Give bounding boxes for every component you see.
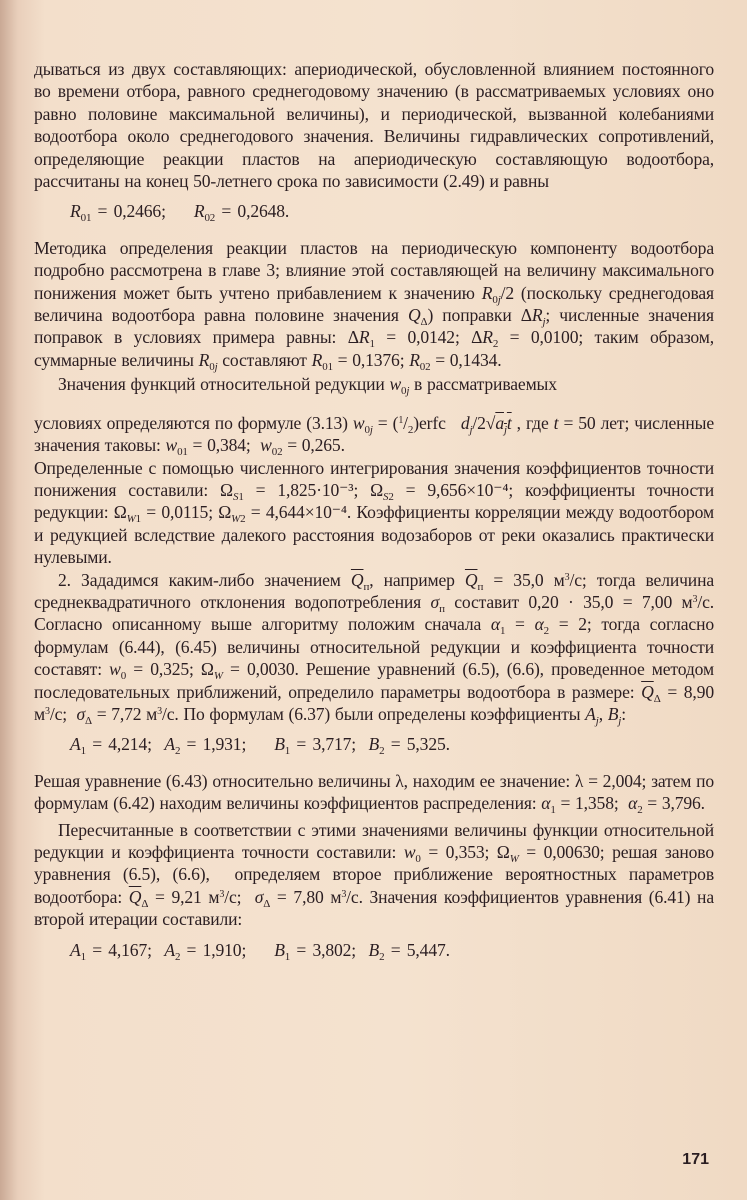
value-qp: 35,0 [513, 569, 544, 590]
value-b1-second: 3,802 [312, 939, 352, 960]
paragraph-lambda: Решая уравнение (6.43) относительно величины λ, находим ее значение: λ = 2,004; затем по формулам (6.42) находим величины коэффициентов распределения: $\alpha_1 = 1,358$; $\alpha_2 = 3,796$. [34, 770, 714, 817]
document-page [34, 58, 714, 975]
paragraph-recalculated: Пересчитанные в соответствии с этими значениями величины функции относительной редукции и коэффициента точности составили: $w_0 = 0,353$; $\Omega_W = 0,00630$; решая заново уравнения (6.5), (6.6), определяем второе приближение вероятностных параметров водоотбора: $\overline{Q}_\Delta = 9,21$ $м^3/с$; $\sigma_\Delta = 7,80$ $м^3/с$. Значения коэффициентов уравнения (6.41) на второй итерации составили: [34, 819, 714, 930]
value-lambda: 2,004 [602, 770, 642, 791]
value-w02: 0,265 [301, 435, 341, 456]
value-w0-second: 0,353 [445, 842, 485, 862]
ref-eq-3-13: (3.13) [306, 412, 348, 433]
value-t: 50 [578, 412, 596, 433]
value-qdelta-first: 8,90 [683, 681, 714, 702]
paragraph-reduction-functions: Значения функций относительной редукции $w_{0j}$ в рассматриваемых условиях определяются по формуле (3.13) $w_{0j}$ = $(^1/_2)erfc$ $d_j/2√a_jt$ , где t = 50 лет; численные значения таковы: $w_{01} = 0,384$; $w_{02} = 0,265$. [34, 374, 714, 459]
value-r01: 0,2466 [113, 201, 162, 222]
value-omega-w1: 0,0115 [161, 502, 209, 523]
value-r01-total: 0,1376 [352, 349, 400, 370]
value-a2-first: 1,931 [202, 734, 242, 755]
value-omega-w2: 4,644×10⁻⁴ [265, 502, 347, 523]
paragraph-step-2: 2. Зададимся каким-либо значением $\overline{Q}_п$, например $\overline{Q}_п = 35,0$ $м^3/с$; тогда величина среднеквадратичного отклонения водопотребления $\sigma_п$ составит 0,20 · 35,0 = 7,00 $м^3/с$. Согласно описанному выше алгоритму положим сначала $\alpha_1 = \alpha_2 = 2$; тогда согласно формулам (6.44), (6.45) величины относительной редукции и коэффициента точности составят: $w_0 = 0,325$; $\Omega_W = 0,0030$. Решение уравнений (6.5), (6.6), проведенное методом последовательных приближений, определило параметры водоотбора в размере: $\overline{Q}_\Delta = 8,90$ $м^3/с$; $\sigma_\Delta = 7,72$ $м^3/с$. По формулам (6.37) были определены коэффициенты $A_j$, $B_j$: [34, 569, 715, 727]
paragraph-intro: дываться из двух составляющих: апериодической, обусловленной влиянием постоянного во времени отбора, равного среднегодовому значению (в рассматриваемых условиях оно равно половине максимальной величины), и периодической, вызванной колебаниями водоотбора около среднегодового значения. Величины гидравлических сопротивлений, определяющие реакции пластов на апериодическую составляющую водоотбора, рассчитаны на конец 50-летнего срока по зависимости (2.49) и равны [34, 59, 714, 192]
ref-eq-2-49: (2.49) [443, 171, 485, 192]
value-alpha1: 1,358 [575, 793, 614, 814]
value-b1-first: 3,717 [312, 734, 352, 755]
value-a1-second: 4,167 [108, 939, 148, 960]
value-sigma-p-calc: 0,20 · 35,0 = 7,00 [528, 591, 673, 612]
equation-coefficients-second: $A_1 = 4,167$; $A_2 = 1,910$; $B_1 = 3,802$; $B_2 = 5,447$. [70, 939, 450, 963]
value-omega-w-second: 0,00630 [543, 842, 600, 862]
equation-coefficients-first: $A_1 = 4,214$; $A_2 = 1,931$; $B_1 = 3,717$; $B_2 = 5,325$. [70, 734, 450, 758]
value-dr2: 0,0100 [530, 327, 579, 348]
page-number: 171 [682, 1151, 709, 1168]
value-omega-s2: 9,656×10⁻⁴ [427, 479, 509, 500]
value-omega-s1: 1,825·10⁻³ [277, 479, 354, 500]
paragraph-accuracy-coefficients: Определенные с помощью численного интегрирования значения коэффициентов точности понижения составили: $\Omega_{S1} = 1,825\cdot 10^{-3}$; $\Omega_{S2} = 9,656\times 10^{-4}$; коэффициенты точности редукции: $\Omega_{W1} = 0,0115$; $\Omega_{W2} = 4,644\times 10^{-4}$. Коэффициенты корреляции между водоотбором и редукцией вследствие далекого расстояния водозаборов от реки оказались практически нулевыми. [34, 457, 714, 568]
value-qdelta-second: 9,21 [171, 886, 202, 907]
equation-r0-values: $R_{01} = 0,2466$; $R_{02} = 0,2648$. [70, 201, 290, 225]
value-sigmadelta-first: 7,72 [111, 703, 142, 724]
value-alpha-init: 2 [578, 614, 587, 635]
value-alpha2: 3,796 [661, 793, 701, 814]
value-b2-second: 5,447 [406, 939, 446, 960]
value-dr1: 0,0142 [407, 327, 455, 348]
ref-chapter: 3 [266, 260, 276, 281]
value-b2-first: 5,325 [406, 734, 446, 755]
value-w01: 0,384 [207, 435, 246, 456]
value-sigmadelta-second: 7,80 [293, 886, 324, 907]
paragraph-periodic-method: Методика определения реакции пластов на периодическую компоненту водоотбора подробно рассмотрена в главе 3; влияние этой составляющей на величину максимального понижения может быть учтено прибавлением к значению $R_{0j}/2$ (поскольку среднегодовая величина водоотбора равна половине значения $Q_\Delta$) поправки $\Delta R_j$; численные значения поправок в условиях примера равны: $\Delta R_1 = 0,0142$; $\Delta R_2 = 0,0100$; таким образом, суммарные величины $R_{0j}$ составляют $R_{01} = 0,1376$; $R_{02} = 0,1434$. [34, 237, 714, 373]
value-a1-first: 4,214 [108, 734, 148, 755]
value-w0-first: 0,325 [150, 659, 190, 680]
value-r02-total: 0,1434 [449, 349, 498, 370]
value-r02: 0,2648 [237, 201, 285, 222]
value-a2-second: 1,910 [202, 939, 242, 960]
value-omega-w-first: 0,0030 [246, 659, 295, 680]
